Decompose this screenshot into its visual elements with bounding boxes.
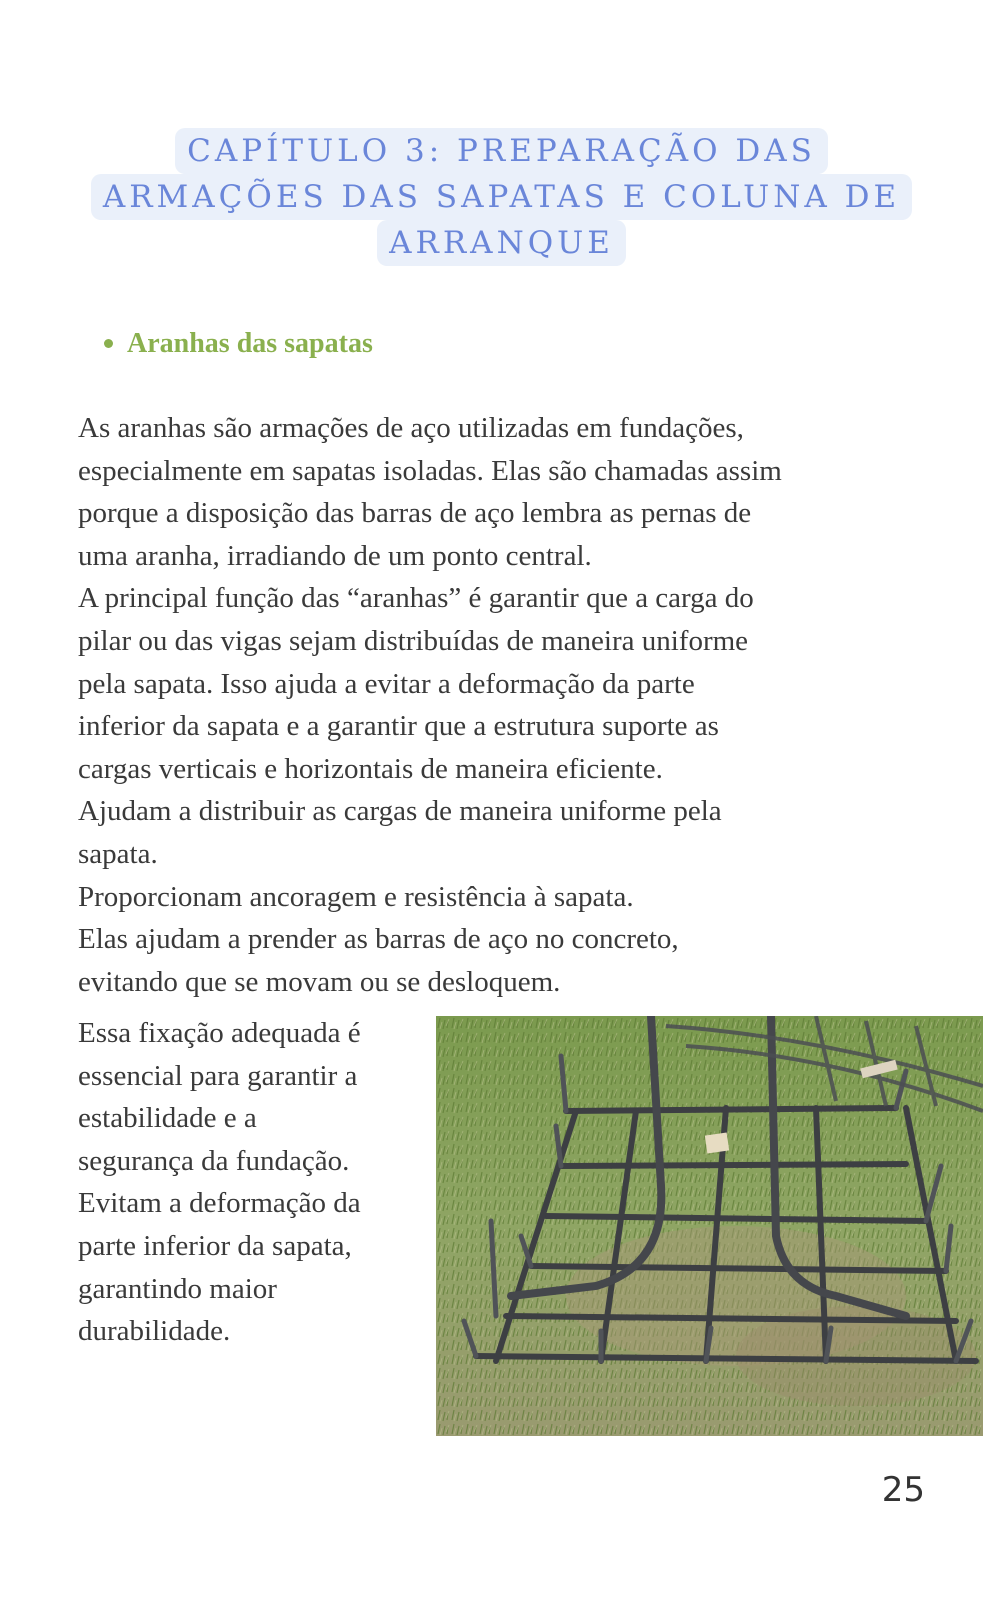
body-paragraph (78, 407, 938, 1003)
side-line: parte inferior da sapata, (78, 1229, 352, 1262)
chapter-title-line-1: CAPÍTULO 3: PREPARAÇÃO DAS (175, 128, 828, 174)
body-line: porque a disposição das barras de aço lembra as pernas de (78, 497, 752, 530)
body-line: uma aranha, irradiando de um ponto central. (78, 539, 592, 572)
body-line: inferior da sapata e a garantir que a estrutura suporte as (78, 710, 719, 743)
body-line: Proporcionam ancoragem e resistência à sapata. (78, 880, 634, 913)
side-line: durabilidade. (78, 1315, 231, 1348)
section-bullet-heading (104, 322, 373, 366)
body-line: pela sapata. Isso ajuda a evitar a deformação da parte (78, 667, 695, 700)
side-line: Evitam a deformação da (78, 1187, 361, 1220)
side-line: segurança da fundação. (78, 1144, 350, 1177)
body-line: A principal função das “aranhas” é garantir que a carga do (78, 582, 754, 615)
chapter-title-line-2: ARMAÇÕES DAS SAPATAS E COLUNA DE (91, 174, 912, 220)
body-line: As aranhas são armações de aço utilizadas em fundações, (78, 412, 744, 444)
body-line: evitando que se movam ou se desloquem. (78, 965, 561, 998)
body-line: sapata. (78, 837, 158, 870)
body-line: cargas verticais e horizontais de maneira eficiente. (78, 752, 663, 785)
body-line: pilar ou das vigas sejam distribuídas de maneira uniforme (78, 624, 749, 657)
side-line: essencial para garantir a (78, 1059, 358, 1092)
side-paragraph (78, 1012, 428, 1353)
section-heading-text: Aranhas das sapatas (127, 328, 373, 359)
side-line: garantindo maior (78, 1272, 277, 1305)
body-line: Ajudam a distribuir as cargas de maneira uniforme pela (78, 795, 722, 828)
side-line: Essa fixação adequada é (78, 1017, 361, 1049)
page-number: 25 (881, 1470, 925, 1510)
side-line: estabilidade e a (78, 1102, 257, 1135)
chapter-title (0, 128, 1003, 266)
chapter-title-line-3: ARRANQUE (377, 220, 626, 266)
rebar-cage-photo (436, 1016, 983, 1436)
bullet-dot-icon (104, 339, 113, 348)
body-line: especialmente em sapatas isoladas. Elas são chamadas assim (78, 454, 782, 487)
body-line: Elas ajudam a prender as barras de aço no concreto, (78, 923, 679, 956)
